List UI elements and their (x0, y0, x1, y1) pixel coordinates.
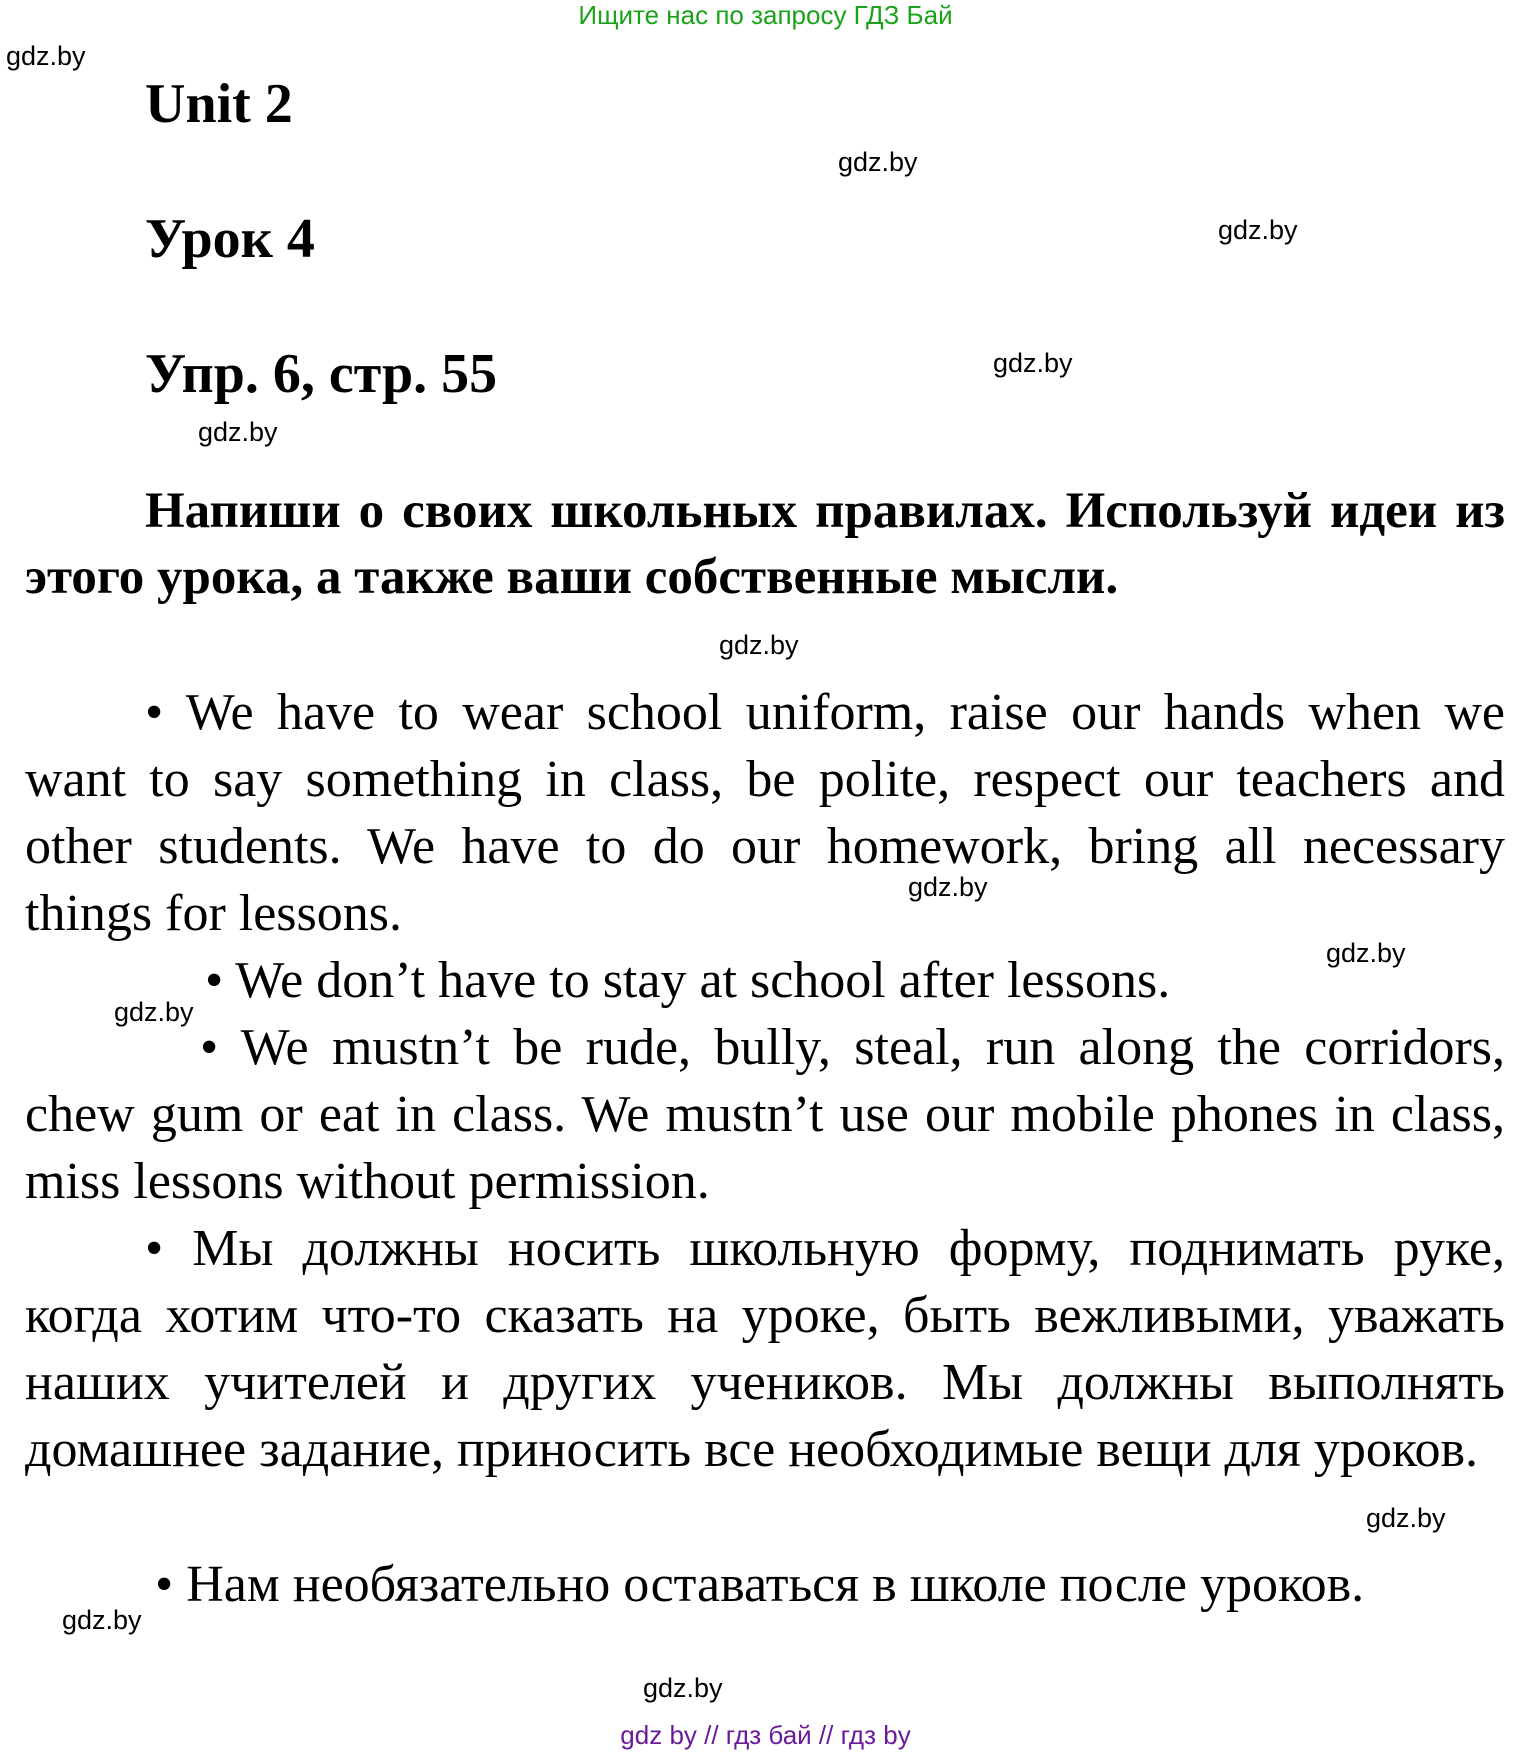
answer-paragraph-4: • Мы должны носить школьную форму, поднимать руке, когда хотим что-то сказать на уроке, быть вежливыми, уважать наших учителей и других учеников. Мы должны выполнять домашнее задание, приносить все необходимые вещи для уроков. (25, 1220, 1505, 1478)
watermark: gdz.by (1366, 1503, 1446, 1533)
watermark: gdz.by (643, 1673, 723, 1703)
lesson-title: Урок 4 (145, 208, 315, 270)
watermark: gdz.by (993, 348, 1073, 378)
watermark: gdz.by (1326, 938, 1406, 968)
watermark: gdz.by (6, 41, 86, 71)
answer-paragraph-3: • We mustn’t be rude, bully, steal, run along the corridors, chew gum or eat in class. We mustn’t use our mobile phones in class, miss lessons without permission. (25, 1019, 1505, 1210)
watermark: gdz.by (198, 417, 278, 447)
task-instruction: Напиши о своих школьных правилах. Используй идеи из этого урока, а также ваши собственные мысли. (25, 483, 1505, 605)
watermark: gdz.by (1218, 215, 1298, 245)
watermark: gdz.by (114, 997, 194, 1027)
watermark: gdz.by (62, 1605, 142, 1635)
watermark: gdz.by (908, 872, 988, 902)
answer-paragraph-2: • We don’t have to stay at school after lessons. (205, 952, 1171, 1009)
unit-title: Unit 2 (145, 73, 293, 135)
watermark: gdz.by (838, 147, 918, 177)
watermark: gdz.by (719, 630, 799, 660)
top-banner[interactable]: Ищите нас по запросу ГДЗ Бай (578, 0, 953, 30)
exercise-title: Упр. 6, стр. 55 (145, 343, 498, 405)
footer-links[interactable]: gdz by // гдз бай // гдз by (620, 1720, 911, 1750)
answer-paragraph-1: • We have to wear school uniform, raise our hands when we want to say something in class, be polite, respect our teachers and other students. We have to do our homework, bring all necessary things for lessons. (25, 684, 1505, 942)
answer-paragraph-5: • Нам необязательно оставаться в школе после уроков. (155, 1556, 1365, 1613)
